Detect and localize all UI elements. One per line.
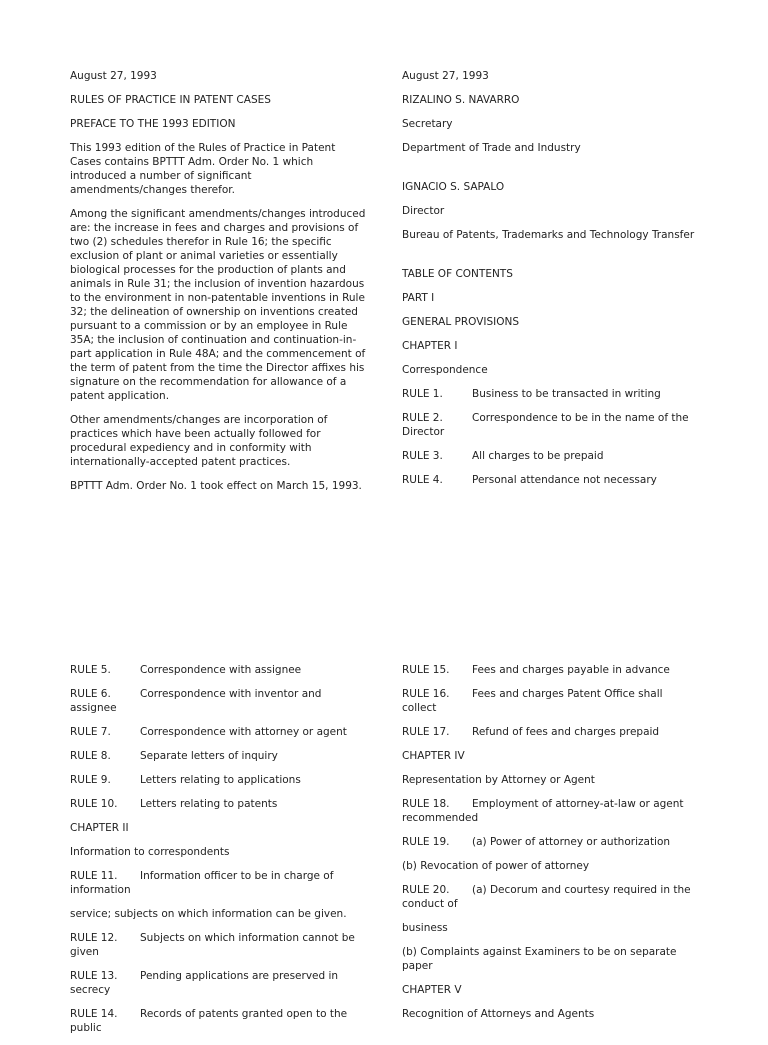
toc-rule-entry bbox=[70, 773, 368, 787]
rule-number: RULE 1. bbox=[402, 388, 443, 400]
document-title: RULES OF PRACTICE IN PATENT CASES bbox=[70, 94, 271, 106]
toc-heading: TABLE OF CONTENTS bbox=[402, 268, 513, 280]
rule-title: Letters relating to patents bbox=[140, 798, 278, 810]
toc-rule-entry bbox=[70, 1007, 368, 1035]
rule-number: RULE 9. bbox=[70, 774, 111, 786]
rule-continuation: business bbox=[402, 922, 448, 934]
signatures-toc-column bbox=[402, 69, 700, 497]
toc-rule-entry bbox=[402, 835, 700, 849]
signature-date: August 27, 1993 bbox=[402, 70, 489, 82]
toc-rule-entry bbox=[70, 749, 368, 763]
rule-title: Subjects on which information cannot be given bbox=[70, 932, 355, 958]
toc-rule-entry bbox=[70, 725, 368, 739]
toc-rule-entry bbox=[402, 411, 700, 439]
preface-paragraph: BPTTT Adm. Order No. 1 took effect on March 15, 1993. bbox=[70, 480, 362, 492]
chapter-title: Information to correspondents bbox=[70, 846, 230, 858]
toc-rule-entry bbox=[70, 797, 368, 811]
rule-title: Records of patents granted open to the public bbox=[70, 1008, 348, 1034]
preface-paragraph: Other amendments/changes are incorporation of practices which have been actually followed for procedural expediency and in conformity with internationally-accepted patent practices. bbox=[70, 414, 328, 468]
rule-number: RULE 7. bbox=[70, 726, 111, 738]
preface-heading: PREFACE TO THE 1993 EDITION bbox=[70, 118, 236, 130]
rule-title: All charges to be prepaid bbox=[472, 450, 604, 462]
toc-column-left bbox=[70, 663, 368, 1045]
toc-rule-entry bbox=[402, 663, 700, 677]
rule-number: RULE 5. bbox=[70, 664, 111, 676]
rule-number: RULE 18. bbox=[402, 798, 450, 810]
rule-number: RULE 12. bbox=[70, 932, 118, 944]
toc-rule-entry bbox=[402, 387, 700, 401]
rule-title: Letters relating to applications bbox=[140, 774, 301, 786]
rule-number: RULE 3. bbox=[402, 450, 443, 462]
rule-number: RULE 16. bbox=[402, 688, 450, 700]
rule-number: RULE 2. bbox=[402, 412, 443, 424]
rule-title: Correspondence to be in the name of the Director bbox=[402, 412, 689, 438]
toc-rule-entry bbox=[70, 663, 368, 677]
signatory-department: Department of Trade and Industry bbox=[402, 142, 581, 154]
rule-number: RULE 15. bbox=[402, 664, 450, 676]
signatory-name: IGNACIO S. SAPALO bbox=[402, 181, 505, 193]
preface-date: August 27, 1993 bbox=[70, 70, 157, 82]
rule-number: RULE 11. bbox=[70, 870, 118, 882]
chapter-title: Representation by Attorney or Agent bbox=[402, 774, 595, 786]
rule-title: Separate letters of inquiry bbox=[140, 750, 278, 762]
rule-title: Information officer to be in charge of information bbox=[70, 870, 334, 896]
toc-rule-entry bbox=[402, 473, 700, 487]
preface-column bbox=[70, 69, 368, 503]
chapter-label: CHAPTER I bbox=[402, 340, 458, 352]
toc-rule-entry bbox=[402, 449, 700, 463]
part-title: GENERAL PROVISIONS bbox=[402, 316, 520, 328]
rule-title: Pending applications are preserved in secrecy bbox=[70, 970, 339, 996]
rule-title: Business to be transacted in writing bbox=[472, 388, 661, 400]
signatory-title: Director bbox=[402, 205, 445, 217]
toc-rule-entry bbox=[402, 883, 700, 911]
toc-rule-entry bbox=[402, 725, 700, 739]
rule-title: (a) Decorum and courtesy required in the conduct of bbox=[402, 884, 691, 910]
part-label: PART I bbox=[402, 292, 435, 304]
signatory-name: RIZALINO S. NAVARRO bbox=[402, 94, 520, 106]
chapter-label: CHAPTER V bbox=[402, 984, 462, 996]
rule-title: Personal attendance not necessary bbox=[472, 474, 657, 486]
rule-number: RULE 10. bbox=[70, 798, 118, 810]
rule-title: Fees and charges Patent Office shall collect bbox=[402, 688, 663, 714]
rule-number: RULE 19. bbox=[402, 836, 450, 848]
rule-number: RULE 6. bbox=[70, 688, 111, 700]
rule-number: RULE 8. bbox=[70, 750, 111, 762]
toc-rule-entry bbox=[70, 969, 368, 997]
chapter-title: Recognition of Attorneys and Agents bbox=[402, 1008, 595, 1020]
rule-subitem: (b) Complaints against Examiners to be on separate paper bbox=[402, 946, 677, 972]
chapter-title: Correspondence bbox=[402, 364, 488, 376]
preface-paragraph: This 1993 edition of the Rules of Practice in Patent Cases contains BPTTT Adm. Order No. 1 which introduced a number of significant amendments/changes therefor. bbox=[70, 142, 336, 196]
rule-title: (a) Power of attorney or authorization bbox=[472, 836, 671, 848]
signatory-department: Bureau of Patents, Trademarks and Technology Transfer bbox=[402, 229, 695, 241]
toc-column-right bbox=[402, 663, 700, 1031]
toc-rule-entry bbox=[70, 687, 368, 715]
rule-number: RULE 4. bbox=[402, 474, 443, 486]
chapter-label: CHAPTER IV bbox=[402, 750, 465, 762]
rule-title: Fees and charges payable in advance bbox=[472, 664, 670, 676]
rule-number: RULE 17. bbox=[402, 726, 450, 738]
rule-title: Correspondence with attorney or agent bbox=[140, 726, 347, 738]
rule-number: RULE 20. bbox=[402, 884, 450, 896]
rule-subitem: (b) Revocation of power of attorney bbox=[402, 860, 590, 872]
rule-continuation: service; subjects on which information can be given. bbox=[70, 908, 347, 920]
rule-title: Correspondence with inventor and assignee bbox=[70, 688, 322, 714]
preface-paragraph: Among the significant amendments/changes introduced are: the increase in fees and charges and provisions of two (2) schedules therefor in Rule 16; the specific exclusion of plant or animal varieties or essentially biological processes for the production of plants and animals in Rule 31; the inclusion of invention hazardous to the environment in non-patentable inventions in Rule 32; the delineation of ownership on inventions created pursuant to a commission or by an employee in Rule 35A; the inclusion of continuation and continuation-in-part application in Rule 48A; and the commencement of the term of patent from the time the Director affixes his signature on the recommendation for allowance of a patent application. bbox=[70, 208, 366, 402]
rule-number: RULE 14. bbox=[70, 1008, 118, 1020]
signatory-title: Secretary bbox=[402, 118, 453, 130]
rule-title: Refund of fees and charges prepaid bbox=[472, 726, 660, 738]
rule-title: Employment of attorney-at-law or agent recommended bbox=[402, 798, 684, 824]
chapter-label: CHAPTER II bbox=[70, 822, 129, 834]
rule-number: RULE 13. bbox=[70, 970, 118, 982]
toc-rule-entry bbox=[402, 797, 700, 825]
toc-rule-entry bbox=[402, 687, 700, 715]
toc-rule-entry bbox=[70, 931, 368, 959]
rule-title: Correspondence with assignee bbox=[140, 664, 302, 676]
toc-rule-entry bbox=[70, 869, 368, 897]
